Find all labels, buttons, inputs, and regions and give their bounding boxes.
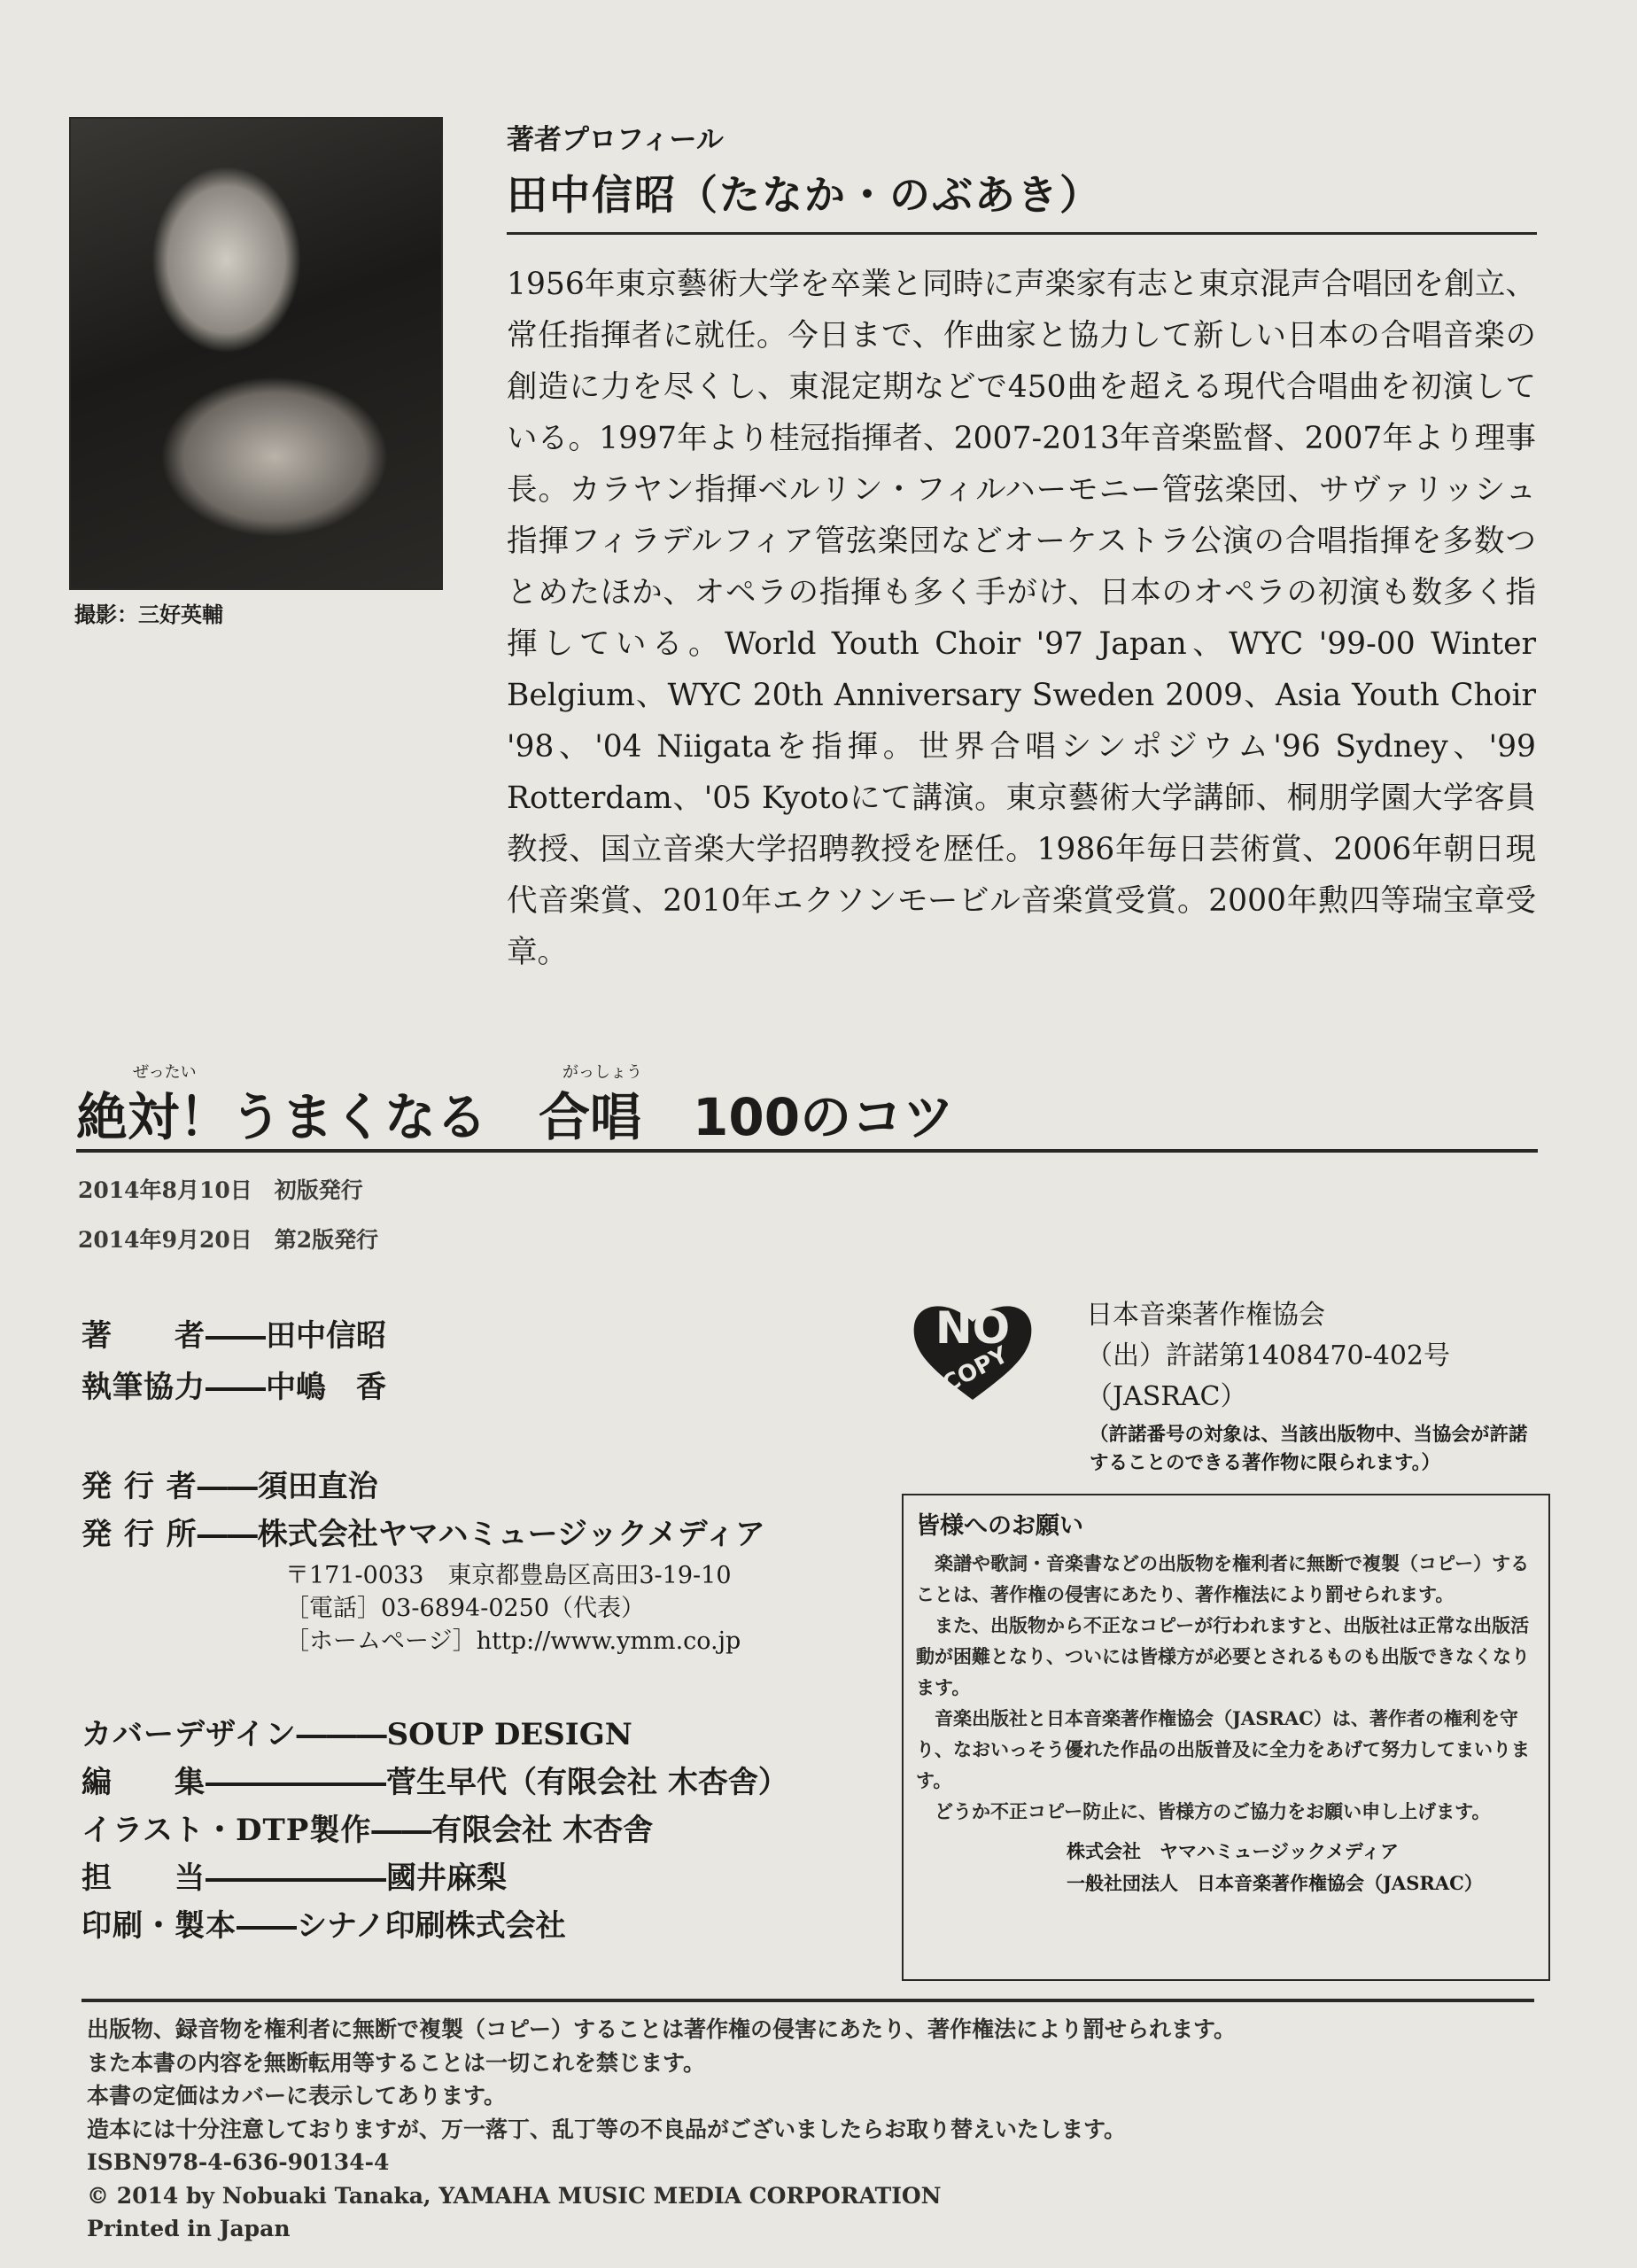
footer-notes — [87, 2013, 1236, 2246]
notice-paragraph: 音楽出版社と日本音楽著作権協会（JASRAC）は、著作者の権利を守り、なおいっそう優れた作品の出版普及に全力をあげて努力してまいります。 — [916, 1707, 1530, 1791]
author-name: 田中信昭（たなか・のぶあき） — [507, 171, 1102, 219]
credit-label: イラスト・DTP製作 — [81, 1813, 372, 1848]
profile-divider — [507, 232, 1537, 235]
isbn: ISBN978-4-636-90134-4 — [87, 2149, 390, 2175]
notice-signature — [916, 1836, 1536, 1899]
credit-value: ――――――菅生早代（有限会社 木杏舎） — [206, 1765, 788, 1800]
credit-value: ――須田直治 — [197, 1469, 378, 1504]
credit-label: 編 集 — [81, 1765, 206, 1800]
address-url: ［ホームページ］http://www.ymm.co.jp — [285, 1627, 741, 1655]
notice-sign-line: 株式会社 ヤマハミュージックメディア — [1067, 1840, 1400, 1862]
credit-value: ――田中信昭 — [206, 1318, 386, 1354]
credit-label: カバーデザイン — [81, 1717, 297, 1752]
jasrac-line: 日本音楽著作権協会 — [1086, 1300, 1325, 1331]
credit-label: 執筆協力 — [81, 1370, 206, 1405]
no-copy-logo — [902, 1292, 1043, 1407]
credit-cover — [81, 1710, 632, 1753]
credit-value: ――株式会社ヤマハミュージックメディア — [197, 1517, 765, 1552]
notice-box — [902, 1494, 1550, 1981]
title-ruby: がっしょう — [562, 1063, 642, 1082]
notice-paragraph: どうか不正コピー防止に、皆様方のご協力をお願い申し上げます。 — [935, 1800, 1491, 1822]
notice-title: 皆様へのお願い — [916, 1512, 1083, 1540]
credit-value: ――中嶋 香 — [206, 1370, 386, 1405]
credit-editor — [81, 1758, 788, 1801]
book-title: 絶対！うまくなる 合唱 100のコツ — [76, 1087, 955, 1147]
profile-label: 著者プロフィール — [507, 124, 724, 156]
credit-label: 著 者 — [81, 1318, 206, 1354]
credit-label: 発 行 者 — [81, 1469, 198, 1504]
credit-publisher — [81, 1510, 765, 1553]
footer-line: 造本には十分注意しておりますが、万一落丁、乱丁等の不良品がございましたらお取り替えいたします。 — [87, 2116, 1127, 2142]
publisher-address — [285, 1559, 741, 1658]
credit-value: ――有限会社 木杏舎 — [371, 1813, 654, 1848]
jasrac-license — [1086, 1295, 1450, 1418]
printed-in: Printed in Japan — [87, 2216, 291, 2241]
edition-date: 2014年9月20日 第2版発行 — [78, 1227, 379, 1253]
jasrac-line: （出）許諾第1408470-402号 — [1086, 1340, 1451, 1371]
footer-line: また本書の内容を無断転用等することは一切これを禁じます。 — [87, 2049, 706, 2076]
logo-text: COPY — [938, 1341, 1013, 1399]
credit-writing — [81, 1363, 386, 1406]
edition-date: 2014年8月10日 初版発行 — [78, 1177, 363, 1203]
jasrac-line: （JASRAC） — [1086, 1381, 1247, 1412]
credit-publisher-person — [81, 1462, 378, 1505]
address-line: 〒171-0033 東京都豊島区高田3-19-10 — [285, 1562, 732, 1589]
address-phone: ［電話］03-6894-0250（代表） — [285, 1595, 646, 1622]
jasrac-note: （許諾番号の対象は、当該出版物中、当協会が許諾することのできる著作物に限られます。） — [1090, 1424, 1528, 1474]
credit-manager — [81, 1853, 507, 1897]
copyright: © 2014 by Nobuaki Tanaka, YAMAHA MUSIC MEDIA CORPORATION — [87, 2182, 942, 2209]
credit-illustration — [81, 1806, 653, 1849]
title-ruby: ぜったい — [133, 1063, 197, 1082]
notice-sign-line: 一般社団法人 日本音楽著作権協会（JASRAC） — [1067, 1872, 1483, 1894]
credit-label: 発 行 所 — [81, 1517, 198, 1552]
credit-value: ――――――國井麻梨 — [206, 1860, 507, 1896]
credit-value: ―――SOUP DESIGN — [296, 1717, 632, 1752]
notice-paragraph: また、出版物から不正なコピーが行われますと、出版社は正常な出版活動が困難となり、ついには皆様方が必要とされるものも出版できなくなります。 — [916, 1614, 1530, 1698]
notice-paragraph: 楽譜や歌詞・音楽書などの出版物を権利者に無断で複製（コピー）することは、著作権の侵害にあたり、著作権法により罰せられます。 — [916, 1552, 1530, 1605]
credit-printing — [81, 1901, 566, 1945]
author-bio: 1956年東京藝術大学を卒業と同時に声楽家有志と東京混声合唱団を創立、常任指揮者に就任。今日まで、作曲家と協力して新しい日本の合唱音楽の創造に力を尽くし、東混定期などで450曲を超える現代合唱曲を初演している。1997年より桂冠指揮者、2007-2013年音楽監督、2007年より理事長。カラヤン指揮ベルリン・フィルハーモニー管弦楽団、サヴァリッシュ指揮フィラデルフィア管弦楽団などオーケストラ公演の合唱指揮を多数つとめたほか、オペラの指揮も多く手がけ、日本のオペラの初演も数多く指揮している。World Youth Choir '97 Japan、WYC '99-00 Winter Belgium、WYC 20th Anniversary Sweden 2009、Asia Youth Choir '98、'04 Niigataを指揮。世界合唱シンポジウム'96 Sydney、'99 Rotterdam、'05 Kyotoにて講演。東京藝術大学講師、桐朋学園大学客員教授、国立音楽大学招聘教授を歴任。1986年毎日芸術賞、2006年朝日現代音楽賞、2010年エクソンモービル音楽賞受賞。2000年勲四等瑞宝章受章。 — [507, 267, 1536, 970]
credit-value: ――シナノ印刷株式会社 — [237, 1908, 566, 1944]
credit-label: 担 当 — [81, 1860, 206, 1896]
author-photo — [69, 117, 443, 590]
logo-text: NO — [935, 1302, 1011, 1354]
footer-divider — [81, 1999, 1534, 2002]
photo-credit: 撮影：三好英輔 — [74, 602, 223, 627]
footer-line: 出版物、録音物を権利者に無断で複製（コピー）することは著作権の侵害にあたり、著作権法により罰せられます。 — [87, 2016, 1237, 2042]
credit-author — [81, 1311, 386, 1355]
footer-line: 本書の定価はカバーに表示してあります。 — [87, 2083, 507, 2109]
credit-label: 印刷・製本 — [81, 1908, 237, 1944]
title-divider — [76, 1149, 1538, 1153]
